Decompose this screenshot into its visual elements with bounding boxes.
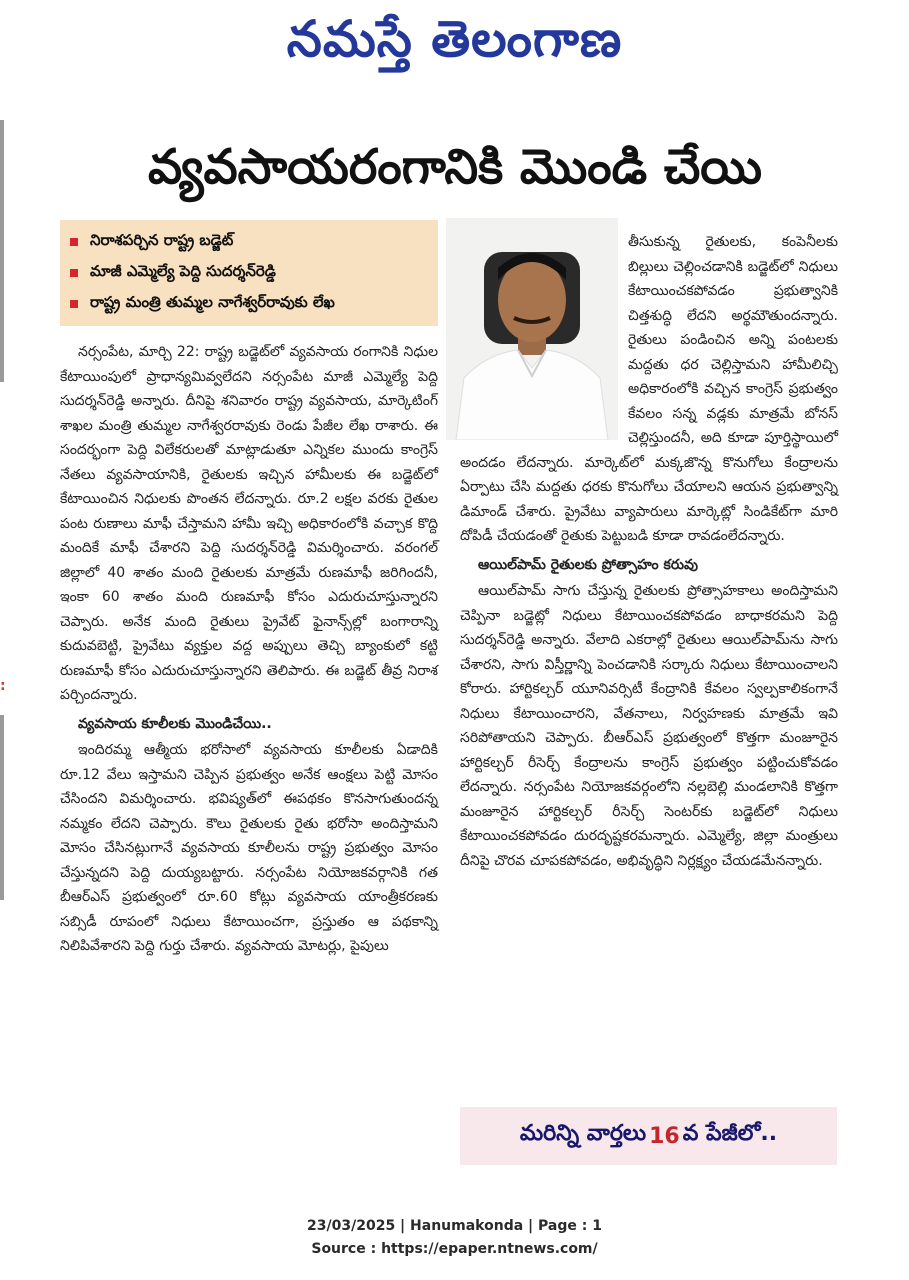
- masthead-title: నమస్తే తెలంగాణ: [286, 9, 623, 68]
- edge-fragment-mark: :: [0, 678, 6, 694]
- article-headline: వ్యవసాయరంగానికి మొండి చేయి: [147, 139, 763, 195]
- article-paragraph: ఇందిరమ్మ ఆత్మీయ భరోసాలో వ్యవసాయ కూలీలకు ఏడాదికి రూ.12 వేలు ఇస్తామని చెప్పిన ప్రభుత్వం అనేక ఆంక్షలు పెట్టి మోసం చేసిందని విమర్శించారు. భవిష్యత్‌లో ఈపథకం కొనసాగుతుందన్న నమ్మకం లేదని చెప్పారు. కౌలు రైతులకు రైతు భరోసా అందిస్తామని మోసం చేసినట్లుగానే వ్యవసాయ కూలీలను రాష్ట్ర ప్రభుత్వం మోసం చేస్తున్నదని పెద్ది దుయ్యబట్టారు. నర్సంపేట నియోజకవర్గానికి గత బీఆర్‌ఎస్ ప్రభుత్వంలో రూ.60 కోట్లు వ్యవసాయ యాంత్రీకరణకు సబ్సిడీ రూపంలో నిధులు కేటాయించగా, ప్రస్తుతం ఆ పథకాన్ని నిలిపివేశారని పెద్ది గుర్తు చేశారు. వ్యవసాయ మోటర్లు, పైపులు: [60, 742, 438, 954]
- bullet-square-icon: [70, 300, 78, 308]
- article-column-left: [60, 340, 438, 959]
- footer-source: Source : https://epaper.ntnews.com/: [311, 1241, 598, 1257]
- highlight-item: [70, 257, 428, 288]
- bullet-square-icon: [70, 238, 78, 246]
- left-edge-rule-top: [0, 120, 4, 382]
- article-paragraph: నర్సంపేట, మార్చి 22: రాష్ట్ర బడ్జెట్‌లో వ్యవసాయ రంగానికి నిధుల కేటాయింపులో ప్రాధాన్యమివ్వలేదని నర్సంపేట మాజీ ఎమ్మెల్యే పెద్ది సుదర్శన్‌రెడ్డి అన్నారు. దీనిపై శనివారం రాష్ట్ర వ్యవసాయ, మార్కెటింగ్ శాఖల మంత్రి తుమ్మల నాగేశ్వరరావుకు రెండు పేజీల లేఖ రాశారు. ఈ సందర్భంగా పెద్ది విలేకరులతో మాట్లాడుతూ ఎన్నికల ముందు కాంగ్రెస్ నేతలు వ్యవసాయానికి, రైతులకు ఇచ్చిన హామీలకు ఈ బడ్జెట్‌లో కేటాయించిన నిధులకు పొంతన లేదన్నారు. రూ.2 లక్షల వరకు రైతుల పంట రుణాలు మాఫీ చేస్తామని హామీ ఇచ్చి అధికారంలోకి వచ్చాక కొద్ది మందికే మాఫీ చేశారని పెద్ది సుదర్శన్‌రెడ్డి విమర్శించారు. వరంగల్ జిల్లాలో 40 శాతం మంది రైతులకు మాత్రమే రుణమాఫీ జరిగిందనీ, ఇంకా 60 శాతం మంది రుణమాఫీ కోసం ఎదురుచూస్తున్నారని చెప్పారు. అనేక మంది రైతులు ప్రైవేట్ ఫైనాన్స్‌ల్లో బంగారాన్ని కుదువబెట్టి, ప్రైవేటు వ్యక్తుల వద్ద అప్పులు తెచ్చి బ్యాంకులో కట్టి రుణమాఫీ కోసం ఎదురుచూస్తున్నారని తెలిపారు. ఈ బడ్జెట్ తీవ్ర నిరాశ పర్చిందన్నారు.: [60, 344, 438, 703]
- photo-wrap-spacer: [460, 230, 628, 440]
- article-subheading: ఆయిల్‌పామ్ రైతులకు ప్రోత్సాహం కరువు: [478, 556, 698, 573]
- footer-date-edition: 23/03/2025 | Hanumakonda | Page : 1: [307, 1218, 602, 1234]
- left-edge-rule-bottom: [0, 715, 4, 900]
- article-subheading: వ్యవసాయ కూలీలకు మొండిచేయి..: [78, 715, 272, 732]
- highlight-text: నిరాశపర్చిన రాష్ట్ర బడ్జెట్: [90, 230, 234, 249]
- highlight-text: రాష్ట్ర మంత్రి తుమ్మల నాగేశ్వర్‌రావుకు లేఖ: [90, 292, 335, 311]
- article-paragraph: తీసుకున్న రైతులకు, కంపెనీలకు బిల్లులు చెల్లించడానికి బడ్జెట్‌లో నిధులు కేటాయించకపోవడం ప్రభుత్వానికి చిత్తశుద్ధి లేదని అర్థమౌతుందన్నారు. రైతులు పండించిన అన్ని పంటలకు మద్దతు ధర చెల్లిస్తామని హామీలిచ్చి అధికారంలోకి వచ్చిన కాంగ్రెస్ ప్రభుత్వం కేవలం సన్న వడ్లకు మాత్రమే బోనస్ చెల్లిస్తుందనీ, అది కూడా పూర్తిస్థాయిలో అందడం లేదన్నారు. మార్కెట్‌లో మక్కజొన్న కొనుగోలు కేంద్రాలను ఏర్పాటు చేసి మద్దతు ధరకు కొనుగోలు చేయాలని ఆయన ప్రభుత్వాన్ని డిమాండ్ చేశారు. ప్రైవేటు వ్యాపారులు మార్కెట్లో సిండికేట్‌గా మారి దోపిడీ చేయడంతో రైతుకు పెట్టుబడి కూడా రావడంలేదన్నారు.: [460, 234, 838, 544]
- highlight-text: మాజీ ఎమ్మెల్యే పెద్ది సుదర్శన్‌రెడ్డి: [90, 261, 276, 280]
- more-news-text: మరిన్ని వార్తలు: [519, 1121, 647, 1146]
- more-news-box: [460, 1107, 837, 1165]
- more-news-suffix: వ పేజీలో..: [682, 1121, 778, 1146]
- article-paragraph: ఆయిల్‌పామ్ సాగు చేస్తున్న రైతులకు ప్రోత్సాహకాలు అందిస్తామని చెప్పినా బడ్జెట్లో నిధులు కేటాయించకపోవడం బాధాకరమని పెద్ది సుదర్శన్‌రెడ్డి అన్నారు. వేలాది ఎకరాల్లో రైతులు ఆయిల్‌పామ్‌ను సాగు చేశారని, సాగు విస్తీర్ణాన్ని పెంచడానికి సర్కారు నిధులు కేటాయించాలని కోరారు. హార్టికల్చర్ యూనివర్సిటీ కేంద్రానికి కేవలం స్వల్పకాలికంగానే నిధులు కేటాయించారని, వేతనాలు, నిర్వహణకు మాత్రమే ఇవి సరిపోతాయని చెప్పారు. బీఆర్‌ఎస్ ప్రభుత్వంలో కొత్తగా మంజూరైన హార్టికల్చర్ రీసెర్చ్ కేంద్రాలను కాంగ్రెస్ ప్రభుత్వం పట్టించుకోవడం లేదన్నారు. నర్సంపేట నియోజకవర్గంలోని నల్లబెల్లి మండలానికి కొత్తగా మంజూరైన హార్టికల్చర్ రీసెర్చ్ సెంటర్‌కు బడ్జెట్‌లో నిధులు కేటాయించకపోవడం దురదృష్టకరమన్నారు. ఎమ్మెల్యే, జిల్లా మంత్రులు దీనిపై చొరవ చూపకపోవడం, అభివృద్ధిని నిర్లక్ష్యం చేయడమేనన్నారు.: [460, 583, 838, 869]
- highlights-box: [60, 220, 438, 326]
- article-column-right: [460, 230, 838, 873]
- more-news-page-number: 16: [649, 1123, 680, 1149]
- highlight-item: [70, 226, 428, 257]
- bullet-square-icon: [70, 269, 78, 277]
- highlight-item: [70, 288, 428, 319]
